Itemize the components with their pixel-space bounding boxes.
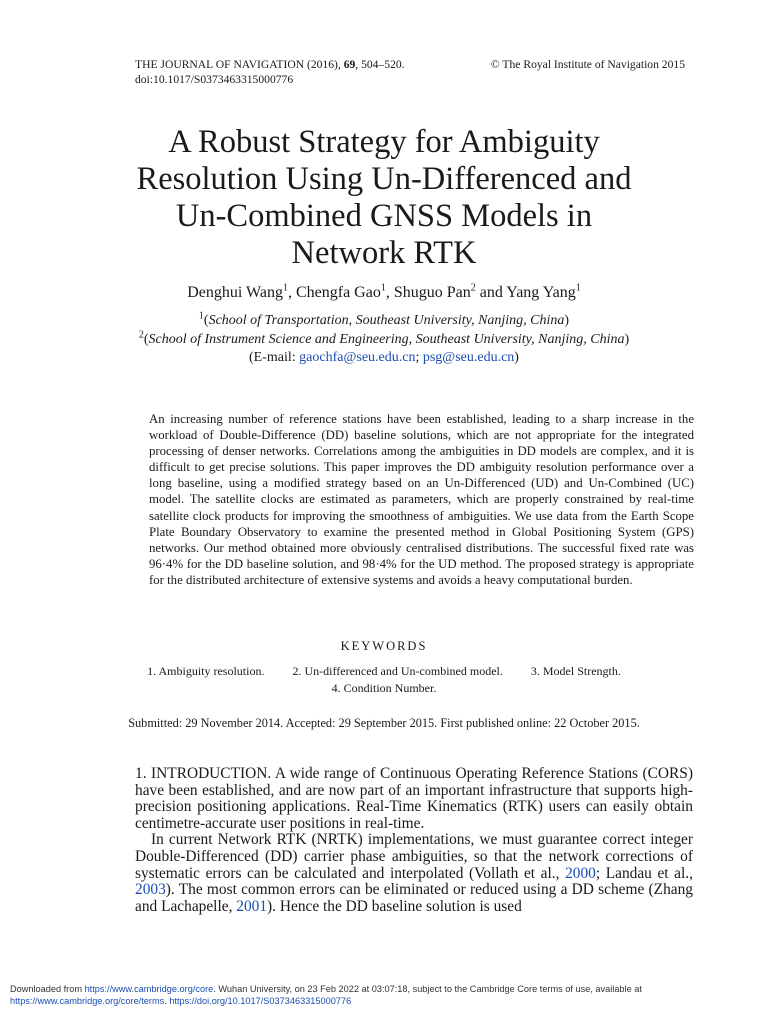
abstract: An increasing number of reference stations have been established, leading to a sharp increase in the workload of Double-Difference (DD) baseline solutions, which are not appropriate for the integrated processing of denser networks. Correlations among the ambiguities in DD models are complex, and it is difficult to get precise solutions. This paper improves the DD ambiguity resolution performance over a long baseline, using a modified strategy based on an Un-Differenced (UD) and Un-Combined (UC) model. The satellite clocks are estimated as parameters, which are properly constrained by real-time satellite clock products for improving the smoothness of ambiguities. We use data from the Earth Scope Plate Boundary Observatory to examine the presented method in Global Positioning System (GPS) networks. Our method obtained more obviously centralised distributions. The successful fixed rate was 96·4% for the DD baseline solution, and 98·4% for the UD method. The proposed strategy is appropriate for the distributed architecture of extensive systems and avoids a heavy computational burden.	[149, 412, 694, 587]
terms-link[interactable]: https://www.cambridge.org/core/terms	[10, 996, 165, 1006]
reference-link[interactable]: 2001	[236, 897, 268, 915]
keywords-heading: KEYWORDS	[340, 639, 428, 653]
paper-title	[84, 124, 684, 272]
section-heading: 1. INTRODUCTION.	[135, 765, 272, 782]
title-line: Resolution Using Un-Differenced and	[136, 161, 632, 197]
email-link[interactable]: gaochfa@seu.edu.cn	[299, 350, 416, 365]
keyword: 2. Un-differenced and Un-combined model.	[292, 664, 503, 678]
reference-link[interactable]: 2000	[565, 864, 596, 882]
submission-dates: Submitted: 29 November 2014. Accepted: 29 September 2015. First published online: 22 October 2015.	[128, 716, 640, 730]
intro-paragraph: 1. INTRODUCTION. A wide range of Continuous Operating Reference Stations (CORS) have been established, and are now part of an important infrastructure that supports high-precision positioning applications. Real-Time Kinematics (RTK) users can easily obtain centimetre-accurate user positions in real-time.	[135, 765, 693, 832]
email-link[interactable]: psg@seu.edu.cn	[422, 350, 515, 365]
doi-link[interactable]: https://doi.org/10.1017/S0373463315000776	[169, 996, 352, 1006]
cambridge-core-link[interactable]: https://www.cambridge.org/core	[84, 984, 214, 994]
keyword: 4. Condition Number.	[331, 681, 437, 695]
copyright-notice: © The Royal Institute of Navigation 2015	[490, 58, 685, 71]
author-name: Shuguo Pan	[393, 284, 471, 301]
keyword: 1. Ambiguity resolution.	[147, 664, 265, 678]
journal-volume: 69	[343, 58, 356, 71]
introduction-section	[135, 766, 693, 915]
title-line: Un-Combined GNSS Models in	[175, 198, 593, 234]
author-name: Chengfa Gao	[295, 284, 381, 301]
intro-paragraph: In current Network RTK (NRTK) implementations, we must guarantee correct integer Double-Differenced (DD) carrier phase ambiguities, so that the network corrections of systematic errors can be calculated and interpolated (Vollath et al., 2000; Landau et al., 2003). The most common errors can be eliminated or reduced using a DD scheme (Zhang and Lachapelle, 2001). Hence the DD baseline solution is used	[135, 831, 693, 915]
author-name: Denghui Wang	[187, 284, 283, 301]
author-name: Yang Yang	[506, 284, 576, 301]
email-line: (E-mail: gaochfa@seu.edu.cn; psg@seu.edu.cn)	[249, 350, 519, 365]
keyword: 3. Model Strength.	[530, 664, 621, 678]
journal-citation: THE JOURNAL OF NAVIGATION (2016), 69, 504–520.	[135, 58, 405, 71]
author-list: Denghui Wang$^1$, Chengfa Gao$^1$, Shuguo Pan$^2$ and Yang Yang$^1$	[187, 282, 581, 301]
title-line: Network RTK	[291, 235, 477, 271]
title-line: A Robust Strategy for Ambiguity	[168, 124, 600, 160]
keywords-list	[84, 664, 684, 679]
download-footer: Downloaded from https://www.cambridge.org/core. Wuhan University, on 23 Feb 2022 at 03:07:18, subject to the Cambridge Core terms of use, available at https://www.cambridge.org/core/terms. https://doi.org/10.1017/S0373463315000776	[10, 984, 642, 1006]
reference-link[interactable]: 2003	[135, 881, 166, 899]
doi: doi:10.1017/S0373463315000776	[135, 73, 294, 86]
journal-header	[135, 57, 685, 87]
affiliation-2: $^2$(School of Instrument Science and Engineering, Southeast University, Nanjing, China)	[138, 329, 630, 347]
affiliation-1: $^1$(School of Transportation, Southeast University, Nanjing, China)	[198, 310, 570, 328]
